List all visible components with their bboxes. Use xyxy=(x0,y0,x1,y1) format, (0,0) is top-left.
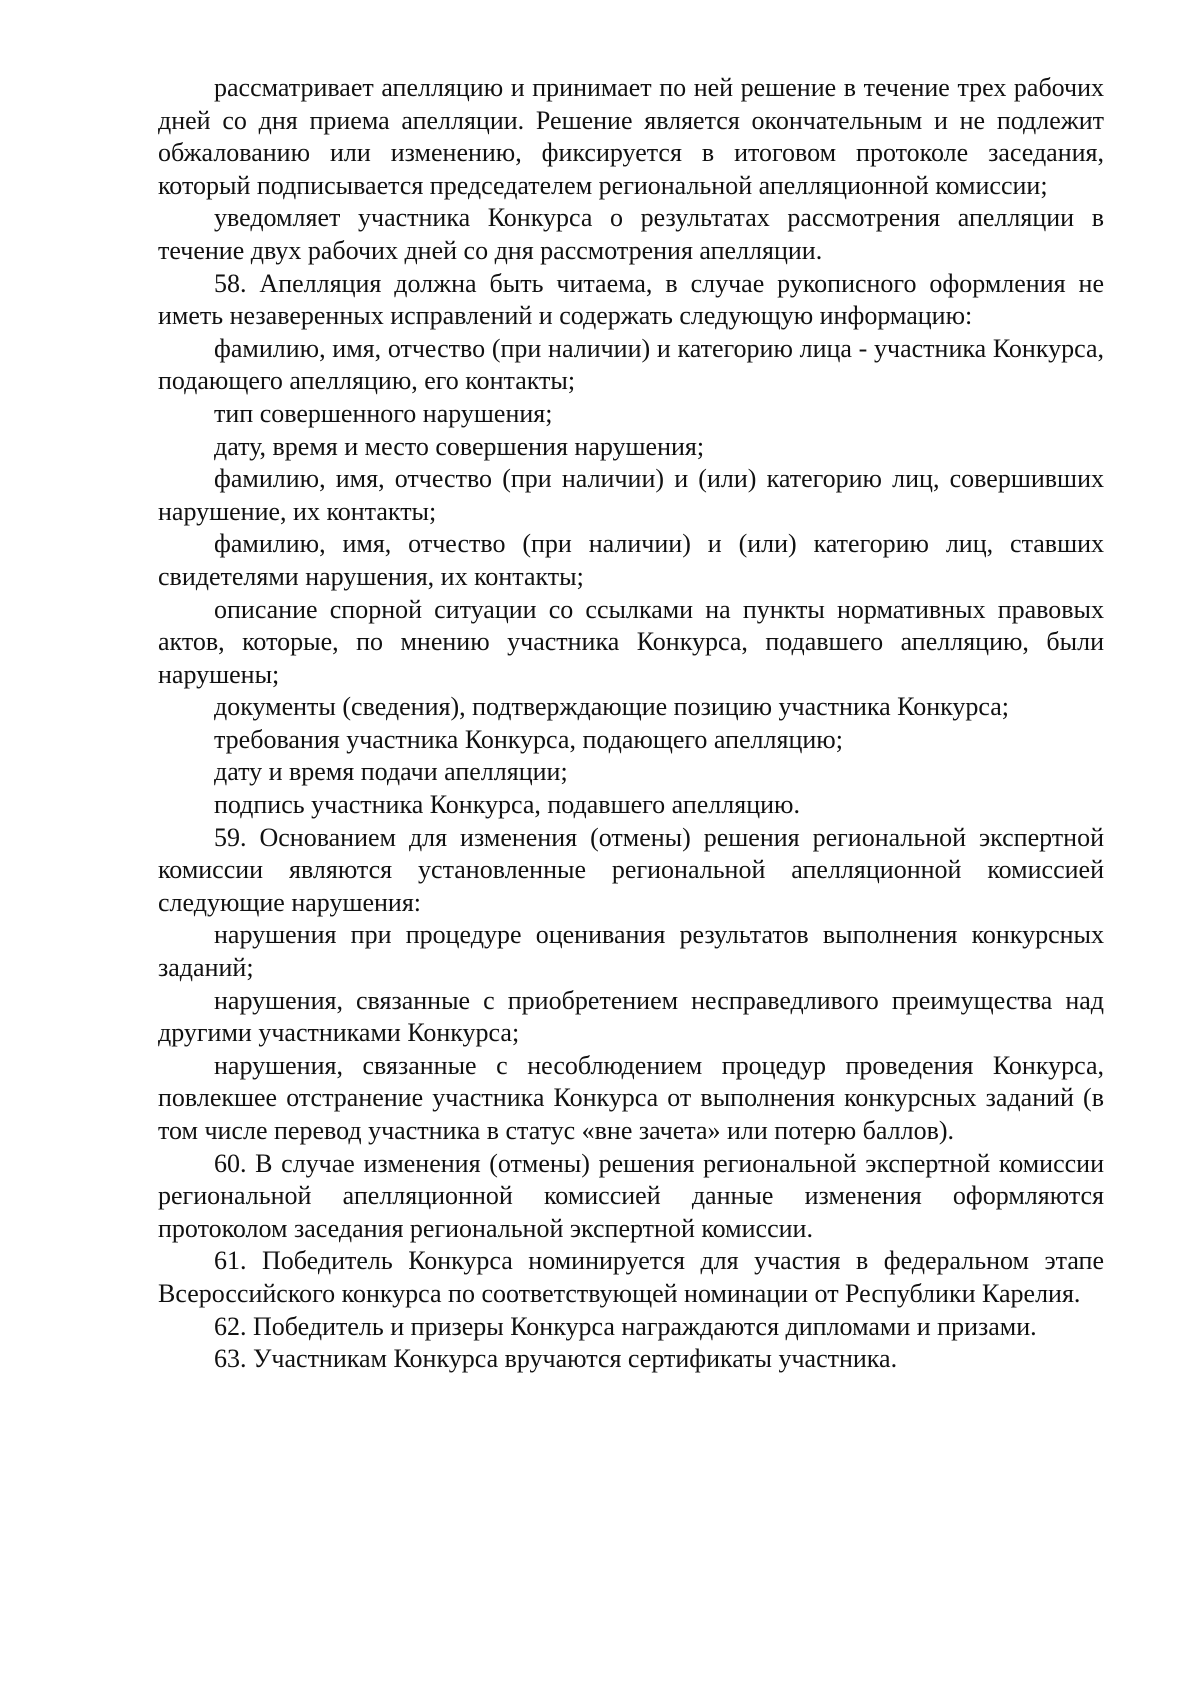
paragraph-15: нарушения при процедуре оценивания результатов выполнения конкурсных заданий; xyxy=(158,920,1104,983)
paragraph-5: тип совершенного нарушения; xyxy=(214,398,553,428)
paragraph-7: фамилию, имя, отчество (при наличии) и (или) категорию лиц, совершивших нарушение, их контакты; xyxy=(158,464,1104,526)
paragraph-9: описание спорной ситуации со ссылками на пункты нормативных правовых актов, которые, по мнению участника Конкурса, подавшего апелляцию, были нарушены; xyxy=(158,594,1104,689)
paragraph-12: дату и время подачи апелляции; xyxy=(214,757,568,787)
paragraph-18: 60. В случае изменения (отмены) решения региональной экспертной комиссии региональной апелляционной комиссией данные изменения оформляются протоколом заседания региональной экспертной комиссии. xyxy=(158,1148,1104,1243)
paragraph-8: фамилию, имя, отчество (при наличии) и (или) категорию лиц, ставших свидетелями нарушения, их контакты; xyxy=(158,529,1104,591)
paragraph-4: фамилию, имя, отчество (при наличии) и категорию лица - участника Конкурса, подающего апелляцию, его контакты; xyxy=(158,333,1104,396)
paragraph-1: рассматривает апелляцию и принимает по ней решение в течение трех рабочих дней со дня приема апелляции. Решение является окончательным и не подлежит обжалованию или изменению, фиксируется в итоговом протоколе заседания, который подписывается председателем региональной апелляционной комиссии; xyxy=(158,73,1104,200)
paragraph-21: 63. Участникам Конкурса вручаются сертификаты участника. xyxy=(214,1344,898,1374)
paragraph-2: уведомляет участника Конкурса о результатах рассмотрения апелляции в течение двух рабочих дней со дня рассмотрения апелляции. xyxy=(158,203,1104,265)
paragraph-6: дату, время и место совершения нарушения; xyxy=(214,431,705,461)
paragraph-11: требования участника Конкурса, подающего апелляцию; xyxy=(214,724,843,754)
paragraph-19: 61. Победитель Конкурса номинируется для участия в федеральном этапе Всероссийского конкурса по соответствующей номинации от Республики Карелия. xyxy=(158,1246,1104,1308)
paragraph-13: подпись участника Конкурса, подавшего апелляцию. xyxy=(214,790,800,820)
paragraph-3: 58. Апелляция должна быть читаема, в случае рукописного оформления не иметь незаверенных исправлений и содержать следующую информацию: xyxy=(158,268,1104,331)
paragraph-16: нарушения, связанные с приобретением несправедливого преимущества над другими участниками Конкурса; xyxy=(158,985,1104,1048)
document-body xyxy=(158,72,1104,1376)
paragraph-20: 62. Победитель и призеры Конкурса награждаются дипломами и призами. xyxy=(214,1311,1037,1341)
paragraph-14: 59. Основанием для изменения (отмены) решения региональной экспертной комиссии являются установленные региональной апелляционной комиссией следующие нарушения: xyxy=(158,822,1104,917)
paragraph-10: документы (сведения), подтверждающие позицию участника Конкурса; xyxy=(214,692,1009,722)
paragraph-17: нарушения, связанные с несоблюдением процедур проведения Конкурса, повлекшее отстранение участника Конкурса от выполнения конкурсных заданий (в том числе перевод участника в статус «вне зачета» или потерю баллов). xyxy=(158,1050,1104,1145)
